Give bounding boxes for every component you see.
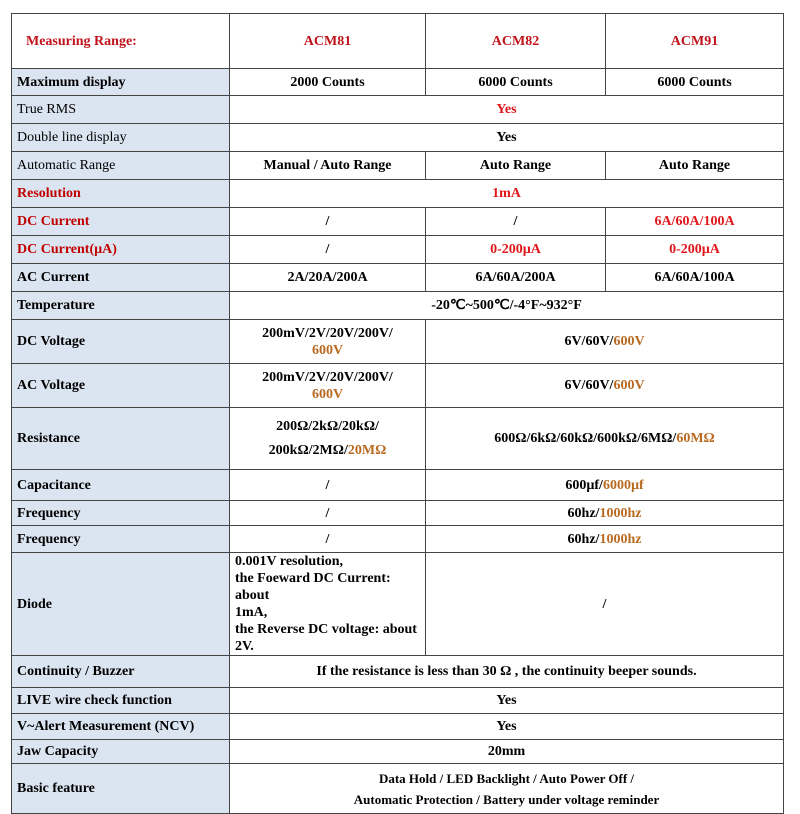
row-label: DC Voltage: [12, 320, 230, 364]
row-label: True RMS: [12, 96, 230, 124]
row-resistance: [12, 408, 784, 470]
spec-table: [11, 13, 784, 814]
row-ac-voltage: [12, 364, 784, 408]
row-continuity: [12, 656, 784, 688]
row-label: Temperature: [12, 292, 230, 320]
value-part: 600Ω/6kΩ/60kΩ/600kΩ/6MΩ/: [494, 431, 677, 446]
value-highlight: 1000hz: [599, 505, 642, 521]
row-label: Automatic Range: [12, 152, 230, 180]
row-basic: [12, 764, 784, 814]
header-row: [12, 14, 784, 69]
cell-acm81: [230, 320, 426, 364]
cell-acm81: /: [230, 470, 426, 501]
cell-all: Yes: [230, 688, 784, 714]
diode-line: 0.001V resolution,: [235, 554, 343, 569]
cell-acm81: 2000 Counts: [230, 69, 426, 96]
row-label: Double line display: [12, 124, 230, 152]
row-diode: [12, 553, 784, 656]
model-acm82: ACM82: [426, 14, 606, 69]
row-dc-voltage: [12, 320, 784, 364]
row-label: DC Current(µA): [12, 236, 230, 264]
cell-all: Yes: [230, 96, 784, 124]
model-acm81: ACM81: [230, 14, 426, 69]
value-part: 200Ω/2kΩ/20kΩ/: [276, 418, 379, 434]
value-highlight: 1000hz: [599, 531, 642, 547]
row-auto-range: [12, 152, 784, 180]
row-label: Capacitance: [12, 470, 230, 501]
row-dc-current: [12, 208, 784, 236]
cell-acm82-acm91: /: [426, 553, 784, 656]
row-label: Maximum display: [12, 69, 230, 96]
row-live-wire: [12, 688, 784, 714]
cell-acm82: Auto Range: [426, 152, 606, 180]
value-highlight: 20MΩ: [347, 442, 387, 458]
feature-line: Data Hold / LED Backlight / Auto Power Off /: [378, 770, 635, 786]
cell-acm91: Auto Range: [606, 152, 784, 180]
value-part: 6V/60V/: [564, 334, 614, 349]
cell-all: Yes: [230, 124, 784, 152]
model-acm91: ACM91: [606, 14, 784, 69]
cell-all: Yes: [230, 714, 784, 740]
cell-acm81: [230, 364, 426, 408]
cell-acm82-acm91: [426, 501, 784, 526]
row-resolution: [12, 180, 784, 208]
row-frequency: [12, 501, 784, 526]
cell-acm81: /: [230, 501, 426, 526]
row-label: AC Current: [12, 264, 230, 292]
row-label: Jaw Capacity: [12, 740, 230, 764]
value-part: 200mV/2V/20V/200V/: [262, 369, 393, 385]
row-frequency: [12, 526, 784, 553]
cell-acm81: /: [230, 236, 426, 264]
cell-acm81: /: [230, 208, 426, 236]
row-label: Basic feature: [12, 764, 230, 814]
value-highlight: 6000µf: [602, 477, 644, 493]
cell-all: -20℃~500℃/-4°F~932°F: [230, 292, 784, 320]
row-label: Frequency: [12, 526, 230, 553]
row-label: Continuity / Buzzer: [12, 656, 230, 688]
cell-acm82: 6000 Counts: [426, 69, 606, 96]
row-label: Frequency: [12, 501, 230, 526]
cell-acm82-acm91: [426, 526, 784, 553]
row-label: V~Alert Measurement (NCV): [12, 714, 230, 740]
cell-acm91: 6000 Counts: [606, 69, 784, 96]
row-ac-current: [12, 264, 784, 292]
cell-acm91: 6A/60A/100A: [606, 208, 784, 236]
cell-acm82: 6A/60A/200A: [426, 264, 606, 292]
cell-acm91: 0-200µA: [606, 236, 784, 264]
row-label: LIVE wire check function: [12, 688, 230, 714]
cell-acm81: [230, 408, 426, 470]
cell-acm81: Manual / Auto Range: [230, 152, 426, 180]
cell-acm81: [230, 553, 426, 656]
value-highlight: 600V: [311, 342, 344, 358]
row-double-line: [12, 124, 784, 152]
row-temperature: [12, 292, 784, 320]
cell-acm81: 2A/20A/200A: [230, 264, 426, 292]
cell-all: 20mm: [230, 740, 784, 764]
cell-all: If the resistance is less than 30 Ω , the continuity beeper sounds.: [230, 656, 784, 688]
cell-acm82-acm91: [426, 470, 784, 501]
diode-line: the Reverse DC voltage: about 2V.: [235, 622, 417, 654]
diode-line: the Foeward DC Current: about: [235, 571, 391, 603]
row-true-rms: [12, 96, 784, 124]
cell-acm82-acm91: [426, 364, 784, 408]
value-highlight: 600V: [613, 378, 645, 393]
row-label: Diode: [12, 553, 230, 656]
row-label: Resistance: [12, 408, 230, 470]
row-capacitance: [12, 470, 784, 501]
cell-acm82-acm91: [426, 320, 784, 364]
cell-acm82: /: [426, 208, 606, 236]
cell-all: 1mA: [230, 180, 784, 208]
value-part: 6V/60V/: [564, 378, 614, 393]
header-label: Measuring Range:: [12, 14, 230, 69]
diode-line: 1mA,: [235, 605, 268, 620]
row-max-display: [12, 69, 784, 96]
row-jaw: [12, 740, 784, 764]
value-part: 60hz/: [567, 531, 600, 547]
row-ncv: [12, 714, 784, 740]
value-part: 60hz/: [567, 505, 600, 521]
value-highlight: 600V: [613, 334, 645, 349]
value-highlight: 60MΩ: [676, 431, 715, 446]
cell-all: [230, 764, 784, 814]
value-part: 600µf/: [565, 477, 603, 493]
value-part: 200mV/2V/20V/200V/: [262, 325, 393, 341]
row-label: DC Current: [12, 208, 230, 236]
feature-line: Automatic Protection / Battery under voltage reminder: [353, 791, 660, 807]
row-dc-current-ua: [12, 236, 784, 264]
cell-acm82-acm91: [426, 408, 784, 470]
cell-acm81: /: [230, 526, 426, 553]
value-highlight: 600V: [311, 386, 344, 402]
cell-acm82: 0-200µA: [426, 236, 606, 264]
value-part: 200kΩ/2MΩ/: [268, 442, 348, 458]
cell-acm91: 6A/60A/100A: [606, 264, 784, 292]
row-label: AC Voltage: [12, 364, 230, 408]
row-label: Resolution: [12, 180, 230, 208]
